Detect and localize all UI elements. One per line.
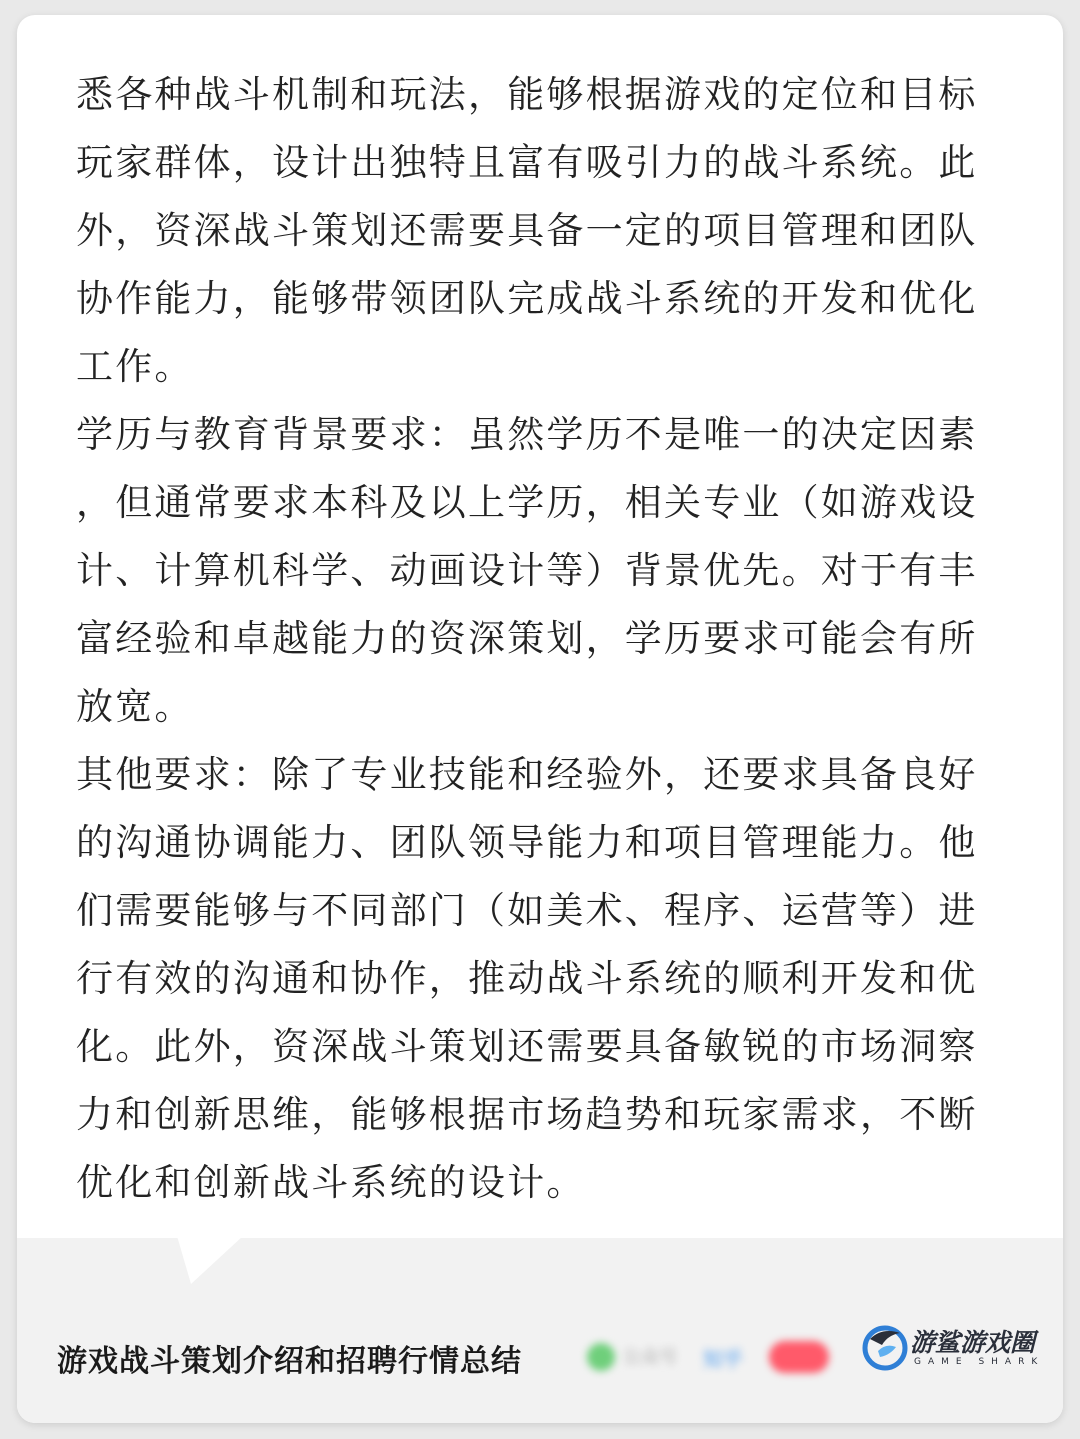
zhihu-label[interactable]: 知乎 [703, 1347, 743, 1371]
article-title: 游戏战斗策划介绍和招聘行情总结 [57, 1344, 522, 1379]
article-body [76, 61, 1006, 1217]
speech-bubble-notch [177, 1236, 243, 1284]
paragraph-other-requirements: 其他要求：除了专业技能和经验外，还要求具备良好 的沟通协调能力、团队领导能力和项目管理能力。他 们需要能够与不同部门（如美术、程序、运营等）进 行有效的沟通和协作，推动战斗系统的顺利开发和优 化。此外，资深战斗策划还需要具备敏锐的市场洞察 力和创新思维，能够根据市场趋势和玩家需求，不断 优化和创新战斗系统的设计。 [76, 753, 978, 1204]
wechat-label[interactable]: 公众号 [623, 1347, 677, 1368]
logo-name-cn: 游鲨游戏圈 [910, 1328, 1036, 1357]
game-shark-logo [862, 1323, 1045, 1375]
article-card [17, 15, 1063, 1423]
share-links [587, 1339, 837, 1375]
paragraph-education: 学历与教育背景要求：虽然学历不是唯一的决定因素 ，但通常要求本科及以上学历，相关专业（如游戏设 计、计算机科学、动画设计等）背景优先。对于有丰 富经验和卓越能力的资深策划，学历要求可能会有所 放宽。 [76, 413, 978, 728]
logo-name-en: GAME SHARK [914, 1357, 1045, 1367]
footer-bar [17, 1238, 1063, 1423]
paragraph-combat-skills: 悉各种战斗机制和玩法，能够根据游戏的定位和目标 玩家群体，设计出独特且富有吸引力的战斗系统。此 外，资深战斗策划还需要具备一定的项目管理和团队 协作能力，能够带领团队完成战斗系统的开发和优化 工作。 [76, 73, 978, 388]
xiaohongshu-icon[interactable] [769, 1341, 829, 1373]
game-shark-logo-icon [862, 1325, 908, 1371]
wechat-icon[interactable] [587, 1343, 615, 1371]
